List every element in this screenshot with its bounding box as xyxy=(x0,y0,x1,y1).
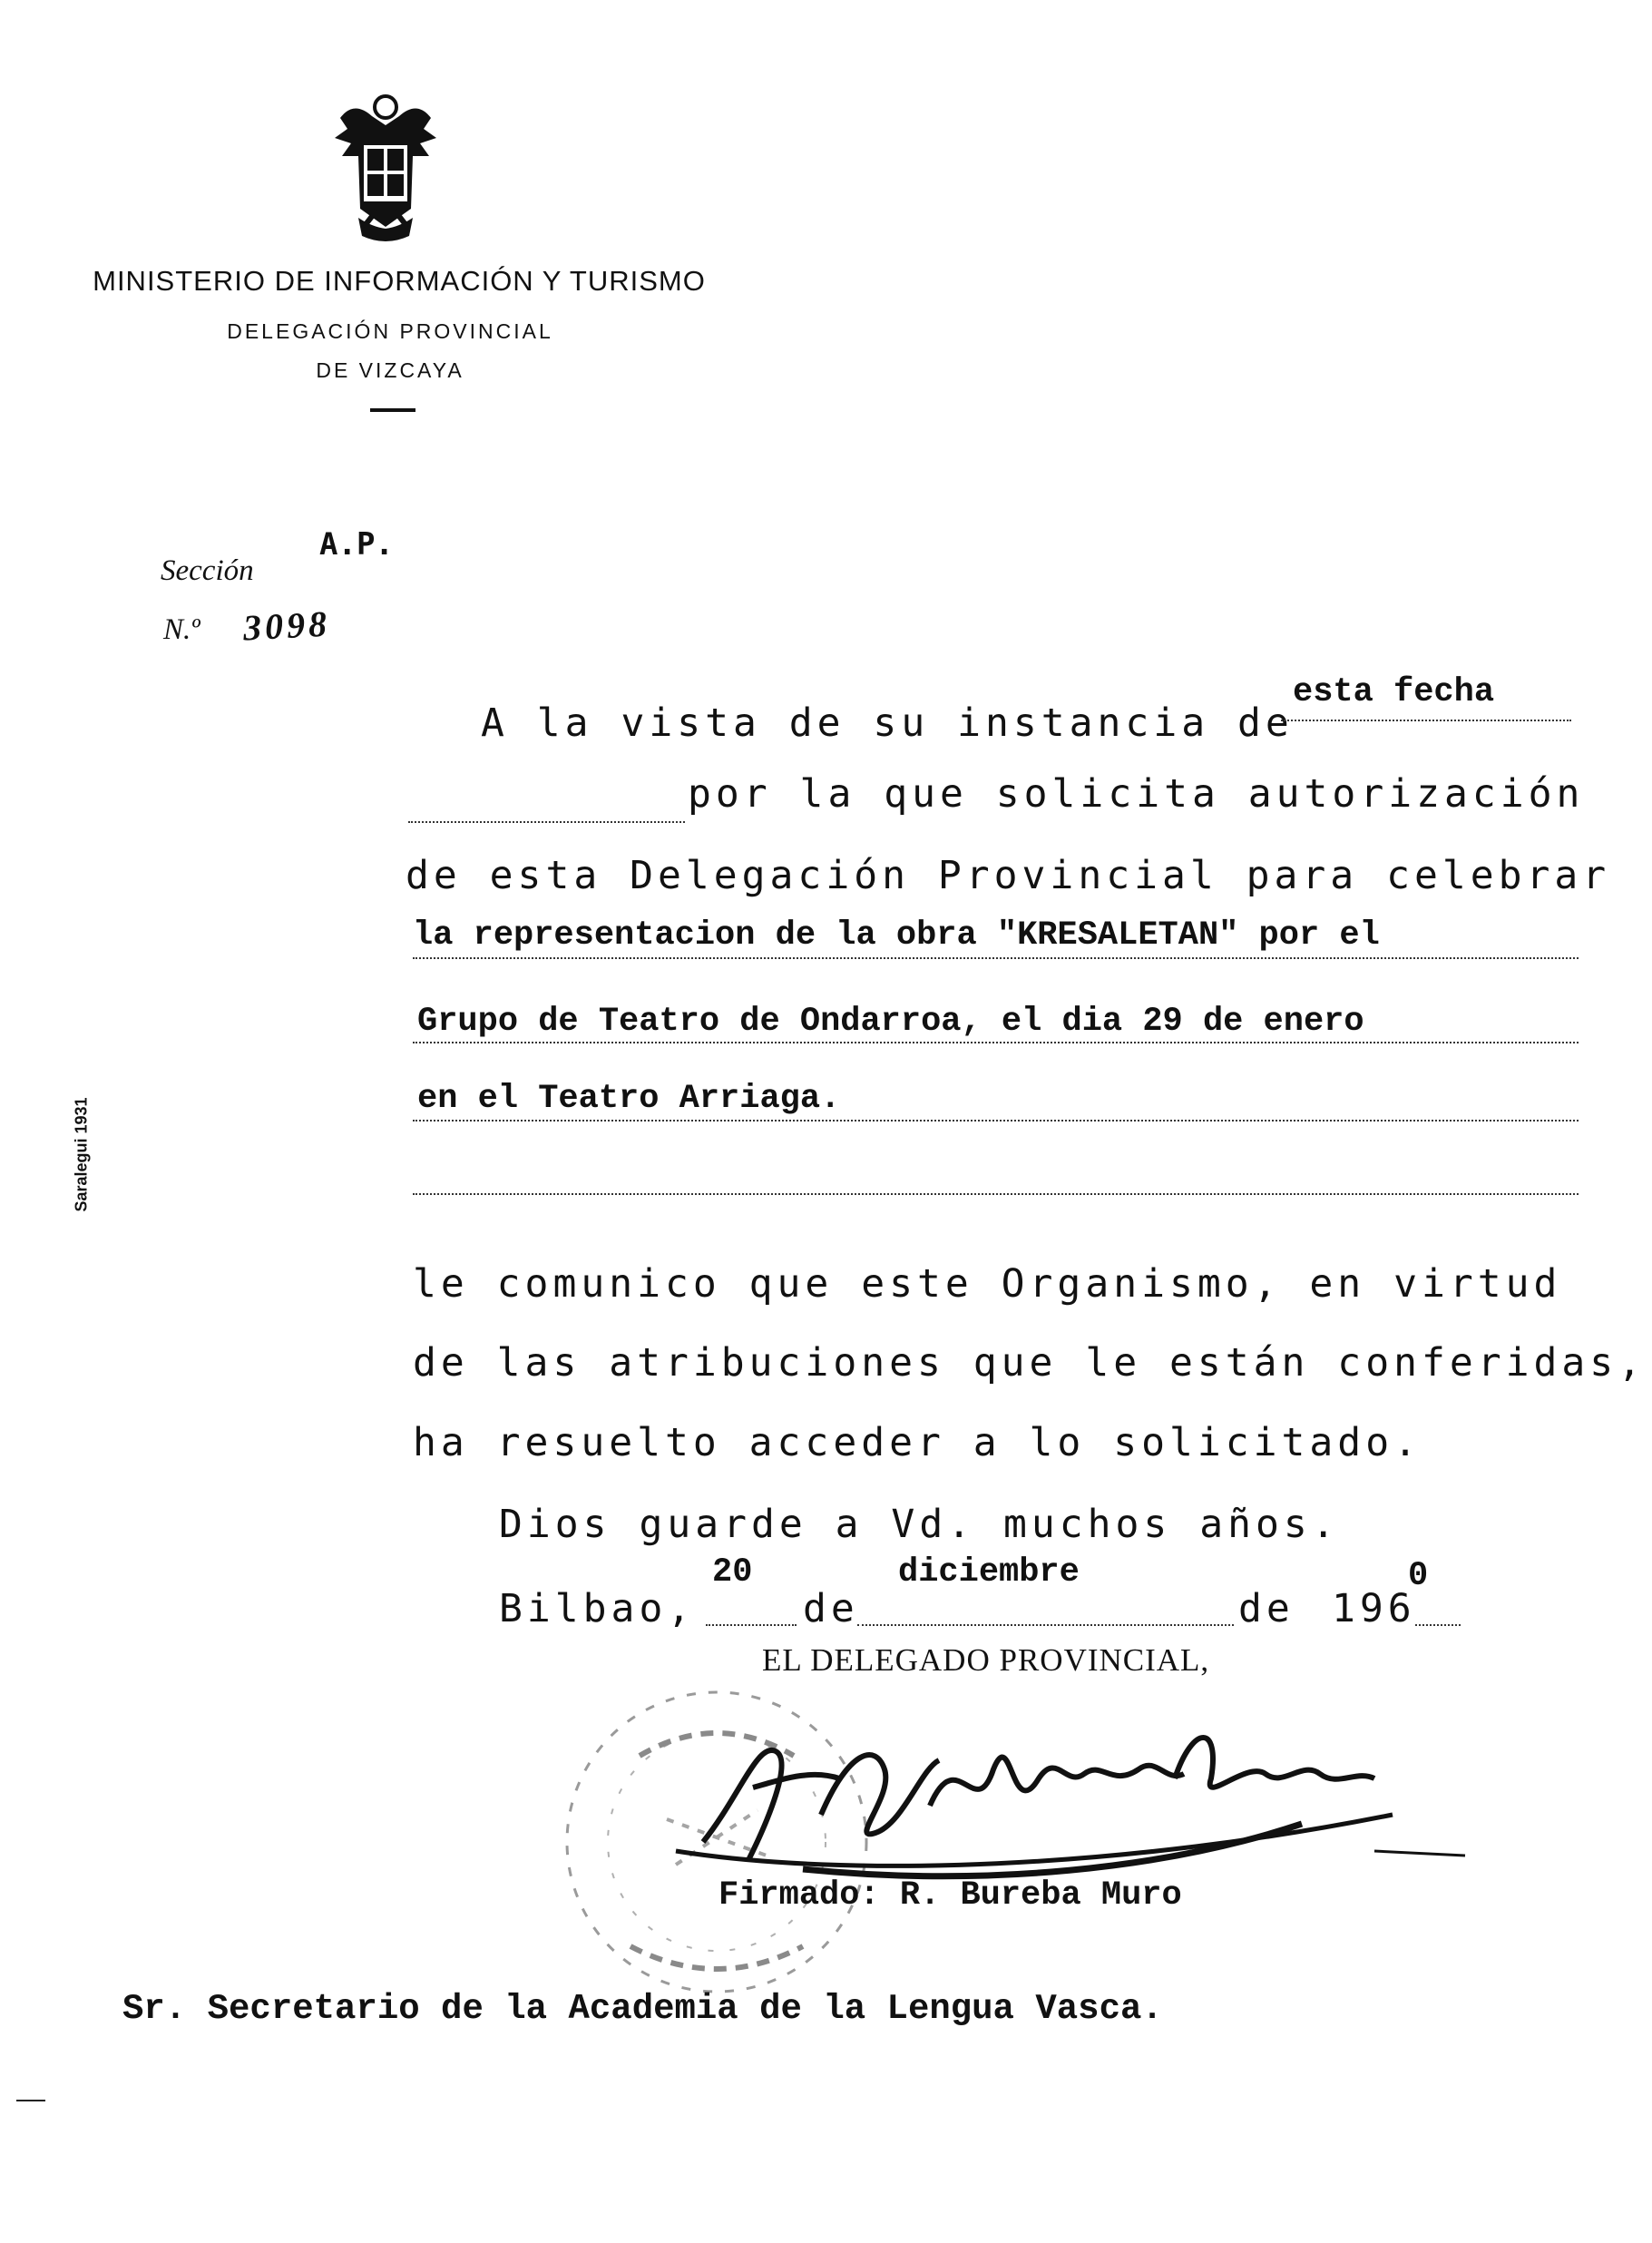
instancia-date-value: esta fecha xyxy=(1293,673,1495,711)
dotted-line-4 xyxy=(413,1193,1579,1195)
comunico-text: le comunico que este Organismo, en virtud xyxy=(413,1261,1562,1307)
ministry-title: MINISTERIO DE INFORMACIÓN Y TURISMO xyxy=(93,265,706,297)
printer-imprint: Saralegui 1931 xyxy=(72,1097,91,1212)
addressee: Sr. Secretario de la Academia de la Lengua Vasca. xyxy=(122,1989,1163,2029)
delegation-text: de esta Delegación Provincial para celebrar xyxy=(406,853,1611,898)
date-year-suffix: 0 xyxy=(1408,1557,1429,1595)
dotted-line-1 xyxy=(413,957,1579,959)
date-day-dotted-line xyxy=(706,1624,797,1626)
filled-line-2: Grupo de Teatro de Ondarroa, el dia 29 de enero xyxy=(417,1003,1364,1041)
date-de-2: de xyxy=(1238,1586,1295,1631)
section-value: A.P. xyxy=(319,526,394,563)
province-title: DE VIZCAYA xyxy=(316,358,464,382)
handwritten-signature xyxy=(667,1688,1483,1896)
instancia-date-dotted-line xyxy=(1281,720,1571,721)
coat-of-arms-icon xyxy=(322,91,449,250)
filled-line-1: la representacion de la obra "KRESALETAN" por el xyxy=(413,916,1380,955)
letterhead-rule xyxy=(370,408,415,412)
filled-line-3: en el Teatro Arriaga. xyxy=(417,1080,841,1118)
number-label: N.º xyxy=(163,613,200,646)
date-month-dotted-line xyxy=(857,1624,1234,1626)
intro-text: A la vista de su instancia de xyxy=(481,700,1294,746)
date-year-prefix: 196 xyxy=(1332,1586,1416,1631)
resuelto-text: ha resuelto acceder a lo solicitado. xyxy=(413,1420,1422,1465)
date-de-1: de xyxy=(803,1586,859,1631)
atribuciones-text: de las atribuciones que le están conferidas, xyxy=(413,1340,1647,1386)
delegation-title: DELEGACIÓN PROVINCIAL xyxy=(227,319,553,343)
date-year-dotted-line xyxy=(1415,1624,1461,1626)
margin-mark xyxy=(16,2100,45,2101)
number-value: 3098 xyxy=(241,602,332,649)
solicita-text: por la que solicita autorización xyxy=(688,771,1585,817)
dotted-line-3 xyxy=(413,1120,1579,1122)
closing-text: Dios guarde a Vd. muchos años. xyxy=(499,1502,1340,1547)
signed-by: Firmado: R. Bureba Muro xyxy=(718,1876,1182,1915)
date-city: Bilbao, xyxy=(499,1586,696,1631)
leading-dotted-line xyxy=(408,821,685,823)
section-label: Sección xyxy=(161,554,254,587)
signatory-title: EL DELEGADO PROVINCIAL, xyxy=(762,1642,1210,1678)
date-month-value: diciembre xyxy=(898,1553,1080,1592)
dotted-line-2 xyxy=(413,1042,1579,1043)
date-day-value: 20 xyxy=(712,1553,753,1592)
